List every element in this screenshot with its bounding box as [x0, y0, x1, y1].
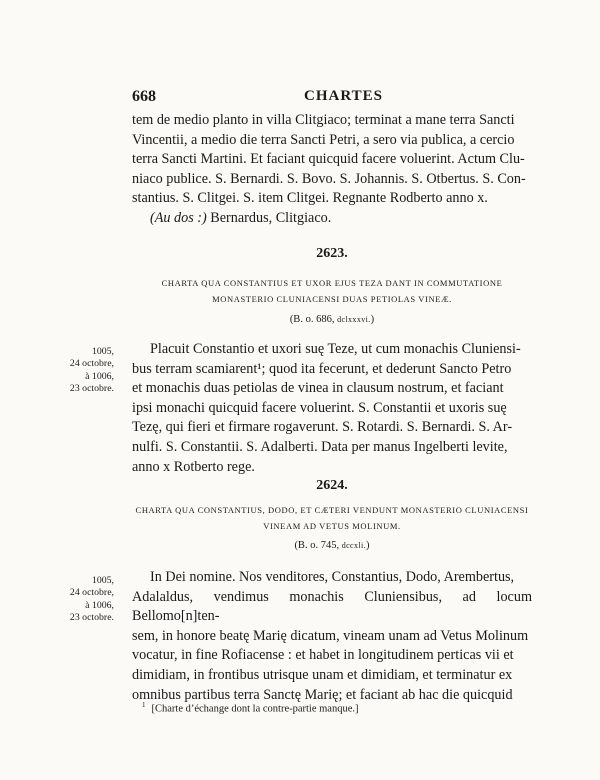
running-title: CHARTES: [304, 88, 383, 104]
text-line: nulfi. S. Constantii. S. Adalberti. Data per manus Ingelberti levite,: [132, 438, 508, 455]
text-line: Placuit Constantio et uxori suę Teze, ut cum monachis Cluniensi-: [150, 341, 521, 357]
source-numeral: dccxli.: [341, 541, 367, 550]
margin-date: 1005, 24 octobre, à 1006, 23 octobre.: [69, 346, 114, 395]
text-line: omnibus partibus terra Sanctę Marię; et faciant ab hac die quicquid: [132, 686, 513, 703]
dorse-text: Bernardus, Clitgiaco.: [206, 209, 332, 226]
rubric-line: MONASTERIO CLUNIACENSI DUAS PETIOLAS VINEÆ.: [212, 294, 452, 304]
dorse-note: [132, 209, 532, 229]
text-line: anno x Rotberto rege.: [132, 458, 255, 475]
text-line: Tezę, qui fieri et firmare rogaverunt. S. Rotardi. S. Bernardi. S. Ar-: [132, 419, 513, 436]
continuation-text: [132, 111, 532, 229]
source-numeral: dclxxxvi.: [337, 315, 371, 324]
charter-text: [132, 568, 532, 705]
text-line: dimidiam, in frontibus utrisque unam et dimidiam, et terminatur ex: [132, 666, 513, 683]
margin-date: 1005, 24 octobre, à 1006, 23 octobre.: [69, 575, 114, 624]
footnote-text: [Charte d’échange dont la contre-partie manque.]: [151, 703, 359, 715]
charter-rubric: [132, 275, 532, 307]
page-number: 668: [132, 88, 156, 105]
text-line: sem, in honore beatę Marię dicatum, vineam unam ad Vetus Molinum: [132, 627, 529, 644]
rubric-line: VINEAM AD VETUS MOLINUM.: [263, 521, 401, 531]
text-line: In Dei nomine. Nos venditores, Constantius, Dodo, Arembertus,: [150, 569, 515, 585]
text-line: Vincentii, a medio die terra Sancti Petri, a sero via publica, a cercio: [132, 131, 515, 148]
charter-source: (B. o. 745, dccxli.): [294, 540, 370, 551]
charter-source: (B. o. 686, dclxxxvi.): [289, 314, 375, 325]
text-line: Adalaldus, vendimus monachis Cluniensibus, ad locum Bellomo[n]ten-: [132, 588, 532, 625]
charter-rubric: [132, 502, 532, 534]
dorse-label: (Au dos :): [150, 209, 207, 226]
text-line: vocatur, in fine Rofiacense : et habet in longitudinem perticas vii et: [132, 647, 514, 664]
text-line: tem de medio planto in villa Clitgiaco; terminat a mane terra Sancti: [132, 112, 515, 128]
rubric-line: CHARTA QUA CONSTANTIUS ET UXOR EJUS TEZA DANT IN COMMUTATIONE: [161, 278, 503, 288]
footnote-mark: 1: [142, 701, 146, 709]
text-line: et monachis duas petiolas de vinea in clausum nostrum, et faciant: [132, 380, 504, 397]
text-line: terra Sancti Martini. Et faciant quicquid facere voluerint. Actum Clu-: [132, 151, 525, 168]
text-line: niaco publice. S. Bernardi. S. Bovo. S. Johannis. S. Otbertus. S. Con-: [132, 170, 526, 187]
charter-number: 2623.: [316, 246, 348, 261]
footnote: [142, 701, 542, 715]
charter-text: [132, 340, 532, 477]
charter-number: 2624.: [316, 478, 348, 493]
rubric-line: CHARTA QUA CONSTANTIUS, DODO, ET CÆTERI VENDUNT MONASTERIO CLUNIACENSI: [135, 505, 529, 515]
text-line: ipsi monachi quicquid facere voluerint. S. Constantii et uxoris suę: [132, 399, 507, 416]
text-line: stantius. S. Clitgei. S. item Clitgei. Regnante Rodberto anno x.: [132, 190, 488, 207]
text-line: bus terram scamiarent¹; quod ita fecerunt, et dederunt Sancto Petro: [132, 360, 512, 377]
page-header: [132, 88, 532, 108]
